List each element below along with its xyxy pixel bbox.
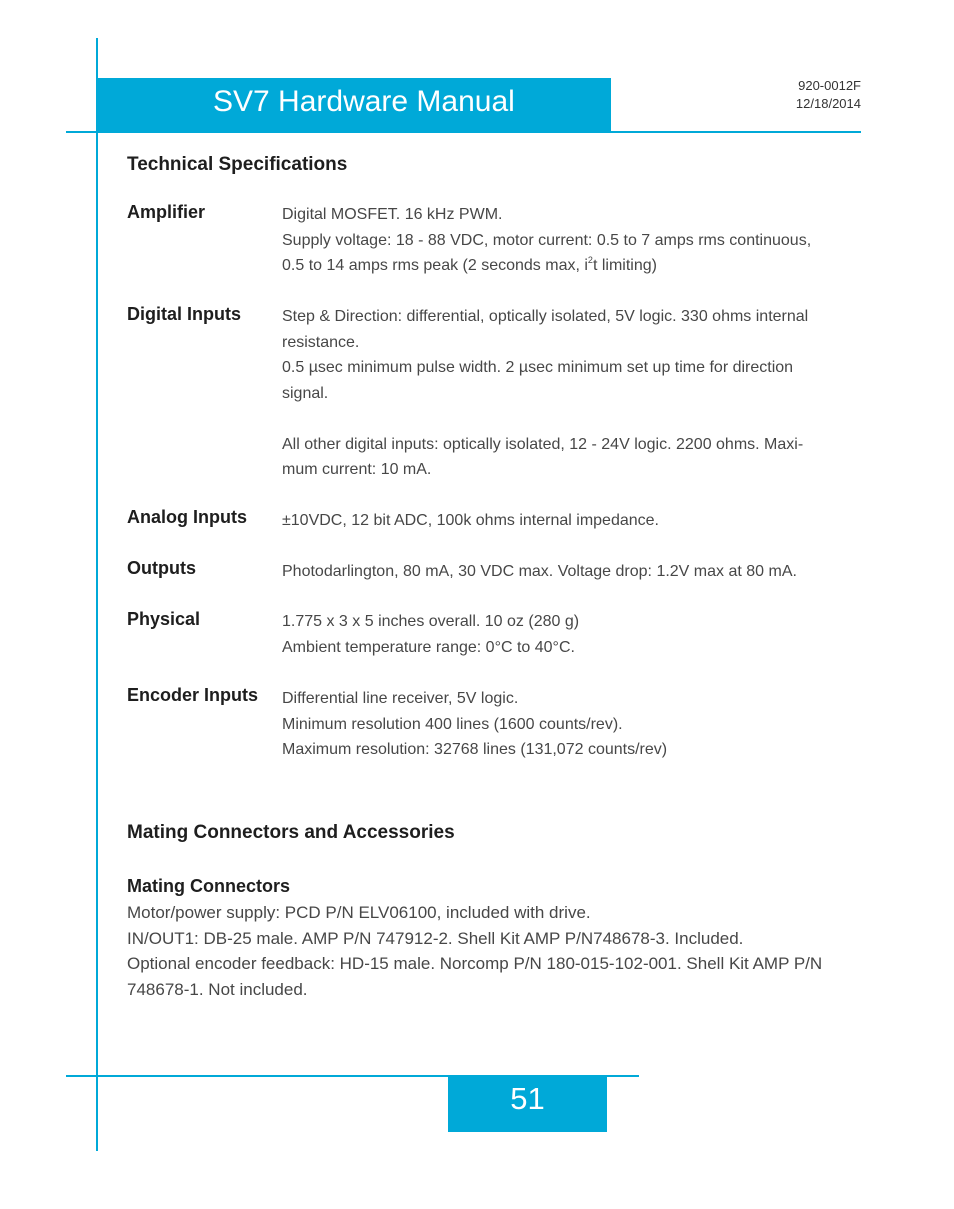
spec-line-part: 0.5 to 14 amps rms peak (2 seconds max, i	[282, 257, 588, 274]
document-meta	[796, 77, 861, 113]
superscript-2: 2	[587, 254, 593, 265]
spec-line: Supply voltage: 18 - 88 VDC, motor current: 0.5 to 7 amps rms continuous,	[282, 231, 812, 249]
document-date: 12/18/2014	[795, 96, 861, 111]
spec-text-digital-inputs	[282, 304, 838, 483]
mating-line: Motor/power supply: PCD P/N ELV06100, included with drive.	[127, 903, 591, 922]
spec-line: 1.775 x 3 x 5 inches overall. 10 oz (280 g)	[282, 613, 580, 630]
spec-line: Differential line receiver, 5V logic.	[282, 690, 519, 707]
spec-line	[282, 253, 838, 279]
header-title-banner	[97, 78, 611, 133]
spec-line: resistance.	[282, 333, 360, 351]
page-number: 51	[510, 1081, 545, 1116]
spec-label-physical: Physical	[127, 609, 201, 629]
mating-line: IN/OUT1: DB-25 male. AMP P/N 747912-2. Shell Kit AMP P/N748678-3. Included.	[127, 928, 744, 948]
page-number-box	[448, 1077, 607, 1132]
spec-line: Photodarlington, 80 mA, 30 VDC max. Voltage drop: 1.2V max at 80 mA.	[282, 563, 797, 580]
spec-label-digital-inputs: Digital Inputs	[127, 304, 241, 324]
spec-text-encoder-inputs	[282, 686, 838, 763]
spec-line: Ambient temperature range: 0°C to 40°C.	[282, 638, 575, 656]
spec-line: signal.	[282, 384, 329, 402]
spec-text-analog-inputs	[282, 508, 838, 534]
mating-line: Optional encoder feedback: HD-15 male. Norcomp P/N 180-015-102-001. Shell Kit AMP P/N	[127, 954, 823, 973]
spec-label-analog-inputs: Analog Inputs	[127, 507, 247, 527]
mating-line: 748678-1. Not included.	[127, 979, 308, 999]
spec-line: Step & Direction: differential, optically isolated, 5V logic. 330 ohms internal	[282, 308, 809, 325]
mating-connectors-text	[127, 900, 847, 1002]
spec-line: 0.5 µsec minimum pulse width. 2 µsec minimum set up time for direction	[282, 359, 794, 376]
spec-line: Maximum resolution: 32768 lines (131,072 counts/rev)	[282, 741, 668, 758]
subheading-mating-connectors: Mating Connectors	[127, 876, 291, 896]
spec-line: Digital MOSFET. 16 kHz PWM.	[282, 206, 503, 223]
spec-line: mum current: 10 mA.	[282, 461, 432, 478]
spec-line: All other digital inputs: optically isolated, 12 - 24V logic. 2200 ohms. Maxi-	[282, 435, 804, 453]
spec-text-outputs	[282, 559, 838, 585]
document-number: 920-0012F	[798, 78, 861, 93]
spec-line-part: t limiting)	[592, 257, 657, 274]
spec-text-physical	[282, 609, 838, 660]
section-heading-mating-connectors: Mating Connectors and Accessories	[127, 822, 455, 843]
spec-line: Minimum resolution 400 lines (1600 counts/rev).	[282, 715, 623, 733]
spec-label-outputs: Outputs	[127, 558, 196, 578]
manual-title: SV7 Hardware Manual	[213, 85, 515, 118]
spec-text-amplifier	[282, 202, 838, 279]
spec-line: ±10VDC, 12 bit ADC, 100k ohms internal impedance.	[282, 512, 659, 529]
spec-label-amplifier: Amplifier	[127, 202, 206, 222]
left-margin-rule	[96, 38, 98, 1151]
section-heading-technical-specifications: Technical Specifications	[127, 154, 348, 175]
spec-label-encoder-inputs: Encoder Inputs	[127, 685, 259, 705]
paragraph-gap	[282, 406, 838, 432]
